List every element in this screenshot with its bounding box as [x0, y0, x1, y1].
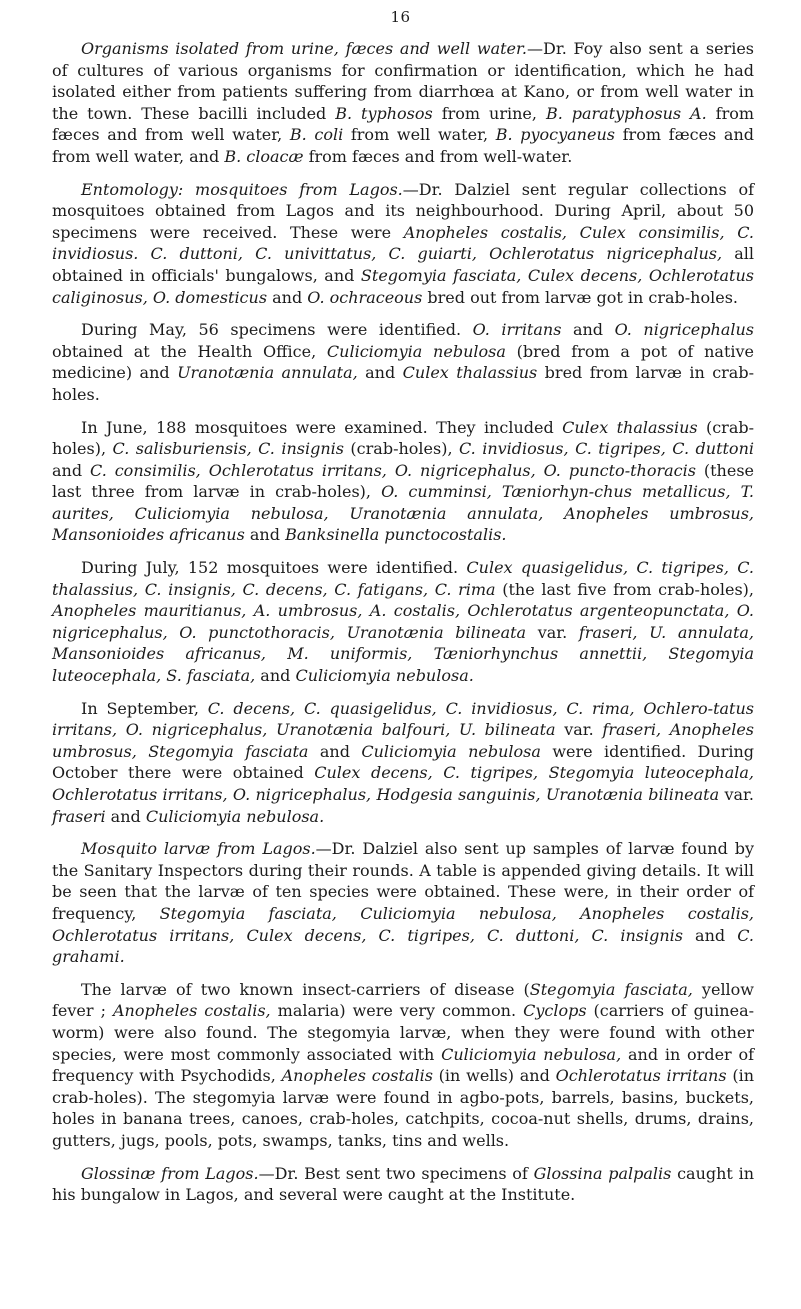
species-name: C. salisburiensis, C. insignis — [112, 439, 344, 459]
species-name: Banksinella punctocostalis. — [285, 525, 507, 545]
species-name: O. ochraceous — [307, 287, 423, 307]
species-name: B. cloacæ — [224, 146, 304, 166]
text-run: from fæces and from well water, and — [52, 125, 755, 166]
text-run: During July, 152 mosquitoes were identified. — [81, 558, 467, 578]
paragraph-september — [52, 698, 754, 828]
species-name: C. invidiosus, C. tigripes, C. duttoni — [459, 439, 754, 459]
text-run: yellow fever ; — [52, 979, 754, 1021]
text-run: (in wells) and — [432, 1066, 556, 1086]
species-name: Culiciomyia nebulosa. — [295, 666, 474, 686]
species-name: Culiciomyia nebulosa — [326, 341, 506, 361]
species-name: fraseri — [52, 806, 106, 826]
species-name: fraseri, U. annulata, Mansonioides africanus, M. uniformis, Tæniorhynchus annettii, Stegomyia luteocephala, S. fasciata, — [52, 622, 754, 686]
text-run: obtained at the Health Office, — [52, 341, 327, 361]
species-name: O. irritans — [472, 320, 562, 340]
text-run: (these last three from larvæ in crab-holes), — [52, 460, 755, 502]
document-body — [52, 38, 754, 1217]
text-run: bred out from larvæ got in crab-holes. — [422, 287, 738, 307]
species-name: C. grahami. — [52, 925, 754, 967]
text-run: var. — [719, 785, 755, 804]
species-name: Cyclops — [523, 1001, 587, 1021]
text-run: from fæces and from well water, — [52, 103, 755, 145]
species-name: Culex thalassius — [402, 363, 538, 383]
species-name: Culiciomyia nebulosa, — [441, 1044, 622, 1064]
text-run: and in order of frequency with Psychodids, — [52, 1044, 755, 1086]
text-run: —Dr. Dalziel also sent up samples of larvæ found by the Sanitary Inspectors during their rounds. A table is appended giving details. It will be seen that the larvæ of ten species were obtained. These were, in their order of frequency, — [52, 839, 754, 923]
species-name: Stegomyia fasciata, Culex decens, Ochlerotatus caliginosus, O. domesticus — [52, 265, 755, 307]
text-run: (carriers of guinea-worm) were also found. The stegomyia larvæ, when they were found with other species, were most commonly associated with — [52, 1001, 755, 1064]
section-heading: Glossinæ from Lagos. — [81, 1163, 259, 1183]
text-run: and — [255, 666, 296, 686]
paragraph-june — [52, 417, 754, 547]
text-run: all obtained in officials' bungalows, and — [52, 244, 755, 285]
section-heading: Organisms isolated from urine, fæces and well water. — [81, 39, 528, 58]
text-run: var. — [526, 622, 579, 642]
text-run: In September, — [81, 698, 208, 718]
text-run: —Dr. Best sent two specimens of — [258, 1163, 534, 1183]
species-name: Culiciomyia nebulosa. — [145, 806, 325, 826]
text-run: from well water, — [343, 125, 496, 145]
text-run: bred from larvæ in crab-holes. — [52, 363, 754, 404]
text-run: from urine, — [432, 103, 546, 123]
text-run: and — [52, 460, 91, 480]
species-name: O. cumminsi, Tæniorhyn-chus metallicus, T. aurites, Culiciomyia nebulosa, Uranotænia annulata, Anopheles umbrosus, Mansonioides africanus — [52, 482, 755, 545]
species-name: Anopheles costalis, — [112, 1001, 271, 1021]
text-run: and — [561, 320, 615, 340]
species-name: Anopheles costalis, Culex consimilis, C. invidiosus. C. duttoni, C. univittatus, C. guiarti, Ochlerotatus nigricephalus, — [52, 222, 754, 264]
species-name: C. decens, C. quasigelidus, C. invidiosus, C. rima, Ochlero-tatus irritans, O. nigricephalus, Uranotænia balfouri, U. bilineata — [52, 698, 754, 740]
text-run: During May, 56 specimens were identified. — [81, 320, 473, 340]
text-run: and — [244, 525, 286, 545]
text-run: and — [105, 806, 146, 826]
text-run: and — [308, 741, 362, 761]
species-name: B. coli — [289, 125, 344, 145]
species-name: Stegomyia fasciata, — [529, 979, 693, 999]
section-heading: Entomology: mosquitoes from Lagos. — [81, 179, 403, 199]
text-run: —Dr. Dalziel sent regular collections of mosquitoes obtained from Lagos and its neighbourhood. During April, about 50 specimens were received. These were — [52, 179, 754, 242]
text-run: and — [267, 287, 308, 307]
section-heading: Mosquito larvæ from Lagos. — [81, 839, 316, 859]
species-name: B. paratyphosus A. — [545, 103, 707, 123]
text-run: and — [682, 925, 738, 945]
species-name: B. pyocyaneus — [495, 125, 615, 145]
text-run: from fæces and from well-water. — [303, 146, 573, 166]
text-run: were identified. During October there were obtained — [52, 741, 755, 783]
species-name: C. consimilis, Ochlerotatus irritans, O. nigricephalus, O. puncto-thoracis — [90, 460, 696, 480]
species-name: B. typhosos — [335, 103, 433, 123]
text-run: In June, 188 mosquitoes were examined. They included — [81, 417, 563, 437]
text-run: —Dr. Foy also sent a series of cultures of various organisms for confirmation or identification, which he had isolated either from patients suffering from diarrhœa at Kano, or from well water in the town. These bacilli included — [52, 39, 755, 123]
paragraph-larvae-carriers — [52, 979, 754, 1152]
text-run: var. — [555, 720, 603, 740]
species-name: Culiciomyia nebulosa — [361, 741, 541, 761]
species-name: Ochlerotatus irritans — [555, 1066, 727, 1086]
text-run: (in crab-holes). The stegomyia larvæ were found in agbo-pots, barrels, basins, buckets, holes in banana trees, canoes, crab-holes, catchpits, cocoa-nut shells, drums, drains, gutters, jugs, pools, pots, swamps, tanks, tins and wells. — [52, 1066, 754, 1150]
paragraph-glossinae — [52, 1163, 754, 1206]
paragraph-may — [52, 319, 754, 405]
text-run: caught in his bungalow in Lagos, and several were caught at the Institute. — [52, 1163, 755, 1205]
species-name: fraseri, Anopheles umbrosus, Stegomyia fasciata — [52, 720, 754, 761]
species-name: Anopheles mauritianus, A. umbrosus, A. costalis, Ochlerotatus argenteopunctata, O. nigricephalus, O. punctothoracis, Uranotænia bilineata — [52, 601, 754, 642]
page-number: 16 — [390, 8, 411, 26]
paragraph-organisms — [52, 38, 754, 168]
species-name: Anopheles costalis — [281, 1066, 433, 1086]
text-run: (the last five from crab-holes), — [495, 579, 755, 599]
species-name: Uranotænia annulata, — [177, 363, 358, 383]
text-run: (crab-holes), — [52, 417, 755, 459]
text-run: (crab-holes), — [343, 439, 459, 459]
paragraph-july — [52, 557, 754, 687]
species-name: O. nigricephalus — [614, 320, 754, 340]
text-run: The larvæ of two known insect-carriers of disease ( — [81, 979, 530, 999]
text-run: (bred from a pot of native medicine) and — [52, 341, 755, 383]
species-name: Culex quasigelidus, C. tigripes, C. thalassius, C. insignis, C. decens, C. fatigans, C. rima — [52, 558, 754, 599]
text-run: malaria) were very common. — [270, 1001, 524, 1021]
text-run: and — [357, 363, 403, 383]
paragraph-entomology — [52, 179, 754, 309]
species-name: Glossina palpalis — [533, 1163, 672, 1183]
species-name: Culex decens, C. tigripes, Stegomyia luteocephala, Ochlerotatus irritans, O. nigricephalus, Hodgesia sanguinis, Uranotænia bilineata — [52, 763, 754, 804]
species-name: Stegomyia fasciata, Culiciomyia nebulosa, Anopheles costalis, Ochlerotatus irritans, Culex decens, C. tigripes, C. duttoni, C. insignis — [52, 903, 755, 945]
paragraph-mosquito-larvae — [52, 838, 754, 968]
species-name: Culex thalassius — [562, 417, 698, 437]
